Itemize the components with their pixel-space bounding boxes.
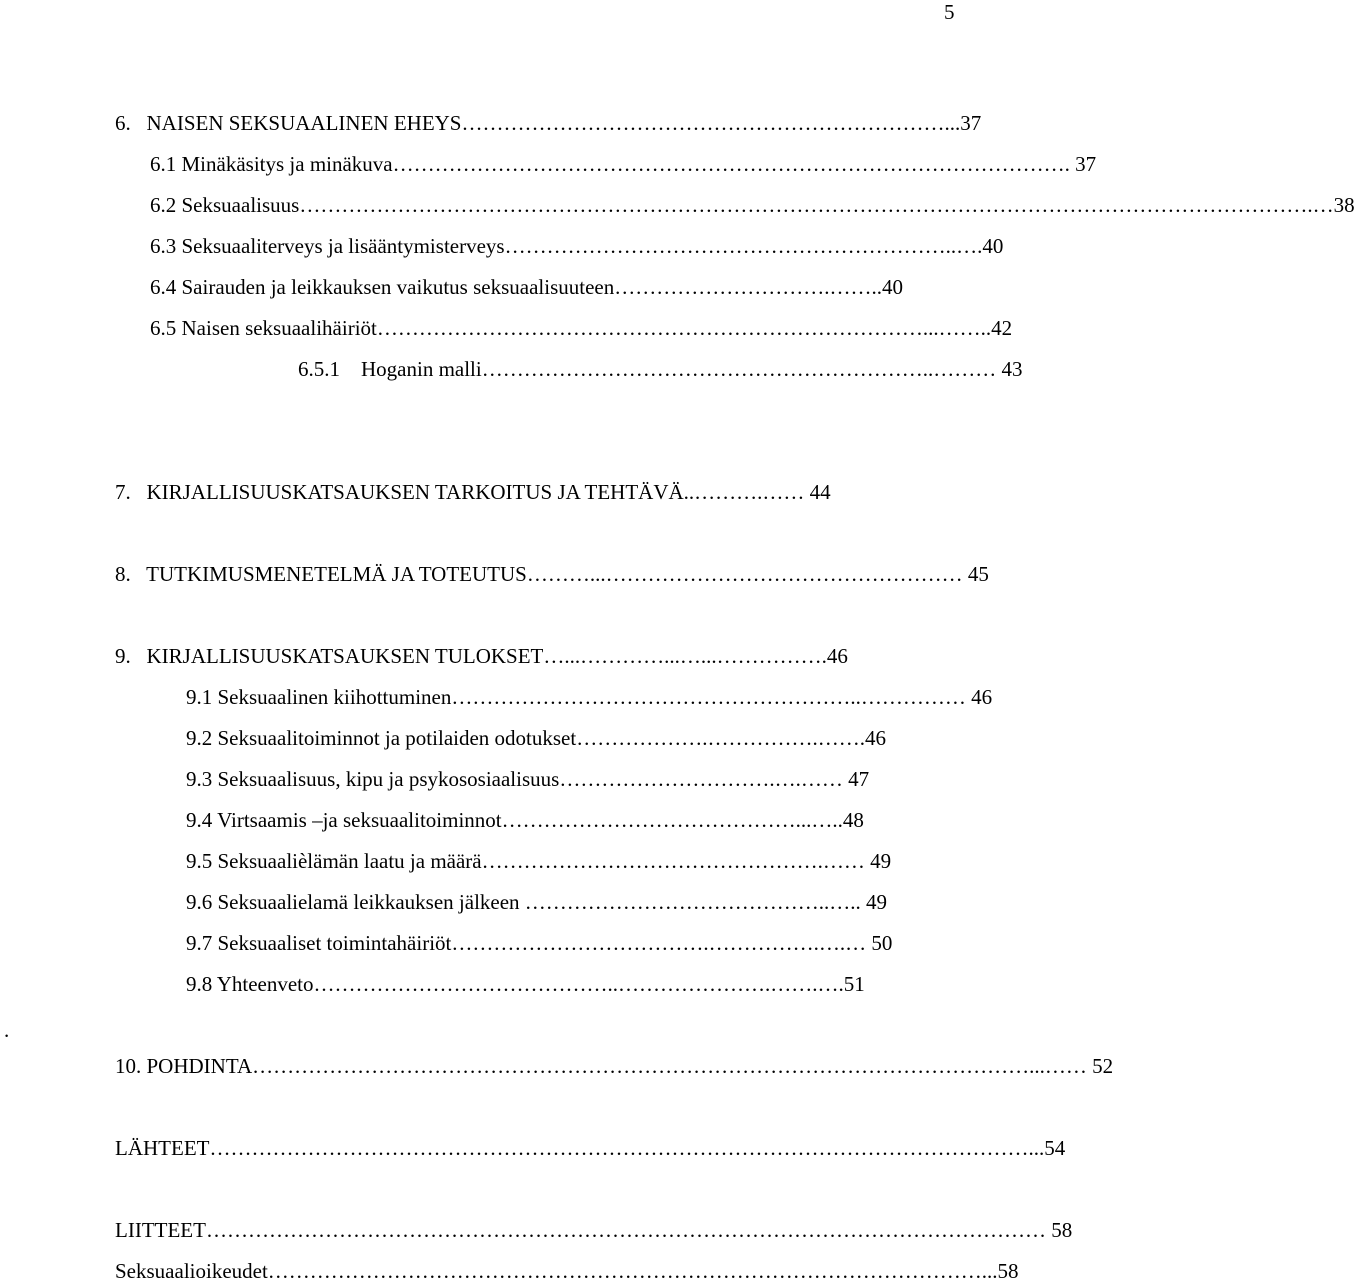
toc-entry-6: 6. NAISEN SEKSUAALINEN EHEYS……………………………………………………………...37 (115, 111, 982, 135)
toc-entry-9-6: 9.6 Seksuaalielamä leikkauksen jälkeen ……………………………………..….. 49 (186, 890, 888, 914)
toc-entry-lahteet: LÄHTEET………………………………………………………………………………………………………...54 (115, 1136, 1066, 1160)
toc-entry-10: 10. POHDINTA…………………………………………………………………………………………………...…… 52 (115, 1054, 1114, 1078)
toc-entry-6-5-1: 6.5.1 Hoganin malli………………………………………………………..……… 43 (298, 357, 1023, 381)
toc-entry-9-2: 9.2 Seksuaalitoiminnot ja potilaiden odotukset……………….…………….…….46 (186, 726, 886, 750)
toc-entry-6-4: 6.4 Sairauden ja leikkauksen vaikutus seksuaalisuuteen………………………….……..40 (150, 275, 903, 299)
toc-entry-9-7: 9.7 Seksuaaliset toimintahäiriöt……………………………….…………….….… 50 (186, 931, 893, 955)
toc-entry-seksuaalioikeudet: Seksuaalioikeudet…………………………………………………………………………………………...58 (115, 1259, 1019, 1283)
toc-entry-9-1: 9.1 Seksuaalinen kiihottuminen…………………………………………………..…………… 46 (186, 685, 993, 709)
stray-mark: . (4, 1018, 10, 1042)
toc-entry-liitteet: LIITTEET………………………………………………………………………………………………………… 58 (115, 1218, 1073, 1242)
toc-entry-9-5: 9.5 Seksuaalièlämän laatu ja määrä………………………………………….…… 49 (186, 849, 892, 873)
toc-entry-8: 8. TUTKIMUSMENETELMÄ JA TOTEUTUS………...…………………………………………… 45 (115, 562, 989, 586)
toc-entry-6-3: 6.3 Seksuaaliterveys ja lisääntymisterveys………………………………………………………..….40 (150, 234, 1004, 258)
toc-entry-6-5: 6.5 Naisen seksuaalihäiriöt……………………………………………………………………...……..42 (150, 316, 1013, 340)
toc-entry-6-1: 6.1 Minäkäsitys ja minäkuva……………………………………………………………………………………. 37 (150, 152, 1097, 176)
page-number: 5 (944, 0, 955, 24)
toc-entry-9-8: 9.8 Yhteenveto……………………………………..………………….…….….51 (186, 972, 865, 996)
toc-entry-9: 9. KIRJALLISUUSKATSAUKSEN TULOKSET…...…………...…...…………….46 (115, 644, 848, 668)
toc-entry-6-2: 6.2 Seksuaalisuus……………………………………………………………………………………………………………………………….…38 (150, 193, 1355, 217)
toc-entry-7: 7. KIRJALLISUUSKATSAUKSEN TARKOITUS JA TEHTÄVÄ..……….…… 44 (115, 480, 831, 504)
toc-entry-9-4: 9.4 Virtsaamis –ja seksuaalitoiminnot……………………………………...…..48 (186, 808, 864, 832)
toc-entry-9-3: 9.3 Seksuaalisuus, kipu ja psykososiaalisuus………………………….….…… 47 (186, 767, 870, 791)
